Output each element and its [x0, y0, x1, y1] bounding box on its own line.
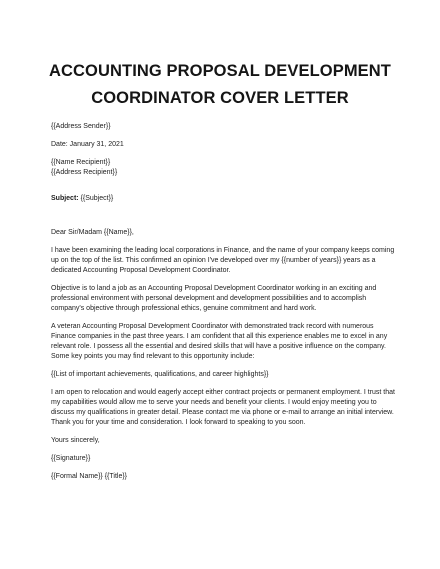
paragraph-3: A veteran Accounting Proposal Development Coordinator with demonstrated track record with numerous Finance companies in the past three years. I am confident that all this experience enables me to excel in any relevant role. I possess all the essential and desired skills that will have a positive influence on the company. Some key points you may find relevant to this opportunity include: [51, 323, 388, 360]
closing: Yours sincerely, [51, 437, 100, 444]
paragraph-2: Objective is to land a job as an Accounting Proposal Development Coordinator working in an exciting and professional environment with personal development and development possibilities and to accomplish company's objective through professional ethics, genuine commitment and hard work. [51, 285, 377, 312]
name-recipient: {{Name Recipient}} [51, 159, 111, 166]
title-line-2: COORDINATOR COVER LETTER [91, 89, 349, 107]
paragraph-4: I am open to relocation and would eagerly accept either contract projects or permanent employment. I trust that my capabilities would allow me to serve your needs and benefit your clients. I would enjoy meeting you to discuss my qualifications in greater detail. Please contact me via phone or e-mail to arrange an initial interview. Thank you for your time and consideration. I look forward to speaking to you soon. [51, 389, 395, 426]
subject-line [51, 194, 396, 204]
letter-body [51, 122, 396, 490]
address-recipient: {{Address Recipient}} [51, 169, 118, 176]
subject-label: Subject: [51, 195, 79, 202]
page-title [40, 58, 400, 112]
letter-date: Date: January 31, 2021 [51, 141, 124, 148]
formal-name: {{Formal Name}} {{Title}} [51, 473, 128, 480]
signature: {{Signature}} [51, 455, 91, 462]
salutation: Dear Sir/Madam {{Name}}, [51, 229, 134, 236]
paragraph-1: I have been examining the leading local corporations in Finance, and the name of your company keeps coming up on the top of the list. This confirmed an opinion I've developed over my {{number of years}} years as a dedicated Accounting Proposal Development Coordinator. [51, 247, 395, 274]
highlights-placeholder: {{List of important achievements, qualifications, and career highlights}} [51, 371, 269, 378]
address-sender: {{Address Sender}} [51, 123, 111, 130]
title-line-1: ACCOUNTING PROPOSAL DEVELOPMENT [49, 62, 391, 80]
subject-value: {{Subject}} [78, 195, 114, 202]
